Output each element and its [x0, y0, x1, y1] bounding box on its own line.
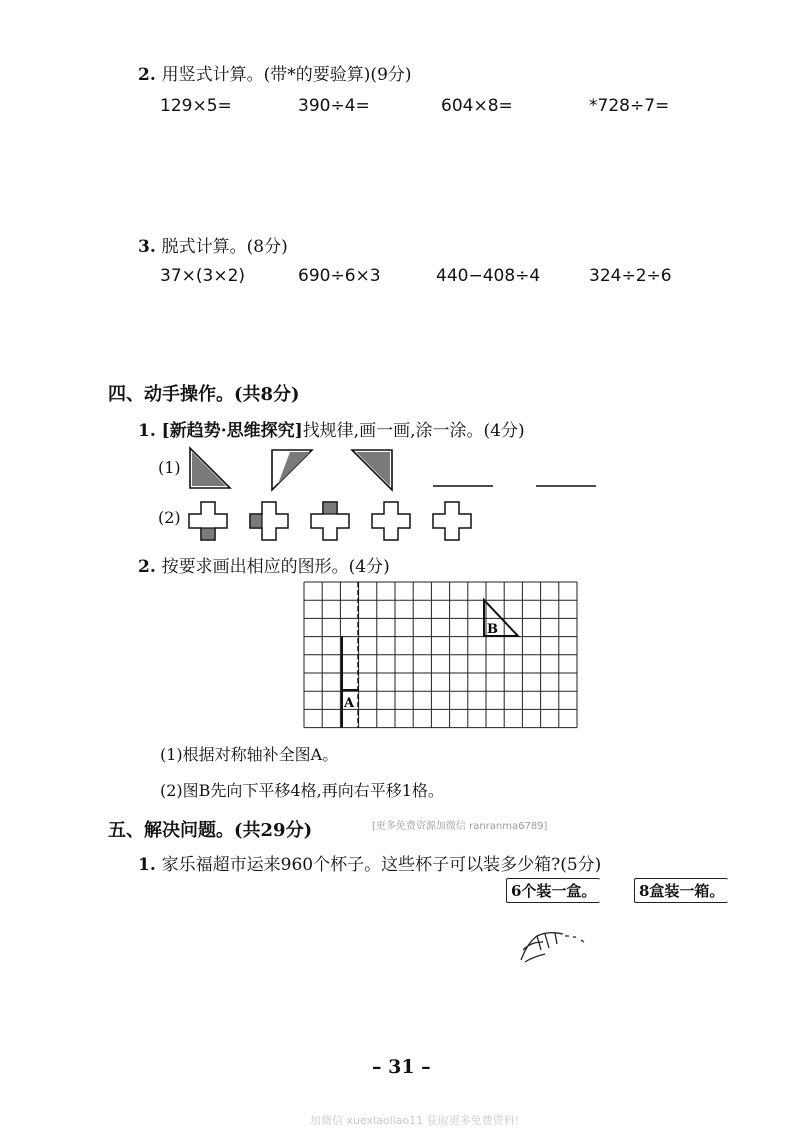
p4-q2-sub2: (2)图B先向下平移4格,再向右平移1格。	[160, 781, 444, 800]
calc-item: 390÷4=	[298, 96, 370, 116]
calc-item: 129×5=	[160, 96, 232, 116]
section-4-heading: 四、动手操作。(共8分)	[108, 384, 300, 405]
figure-a-half	[342, 636, 358, 728]
p5-q1-number: 1.	[138, 855, 156, 875]
p4-q2-number: 2.	[138, 557, 156, 577]
calc-item: 604×8=	[441, 96, 513, 116]
hand-sketch-icon	[515, 920, 595, 970]
q2-title: 用竖式计算。(带*的要验算)(9分)	[161, 65, 412, 85]
p4-q2-title: 按要求画出相应的图形。(4分)	[161, 557, 390, 577]
p4-q1-number: 1.	[138, 421, 156, 441]
q3-title: 脱式计算。(8分)	[161, 237, 288, 257]
note-box-2: 8盒装一箱。	[634, 878, 728, 903]
calc-item: *728÷7=	[589, 96, 670, 116]
q3-number: 3.	[138, 237, 156, 257]
resource-watermark: [更多免费资源加微信 ranranma6789]	[372, 821, 548, 832]
section-5-heading: 五、解决问题。(共29分)	[108, 820, 313, 841]
note-box-1: 6个装一盒。	[506, 878, 600, 903]
label-a: A	[344, 696, 355, 711]
p5-q1-title: 家乐福超市运来960个杯子。这些杯子可以装多少箱?(5分)	[161, 855, 602, 875]
calc-item: 440−408÷4	[436, 266, 541, 286]
footer-watermark: 加微信 xuexiaoliao11 获取更多免费资料!	[310, 1114, 520, 1127]
calc-item: 690÷6×3	[298, 266, 381, 286]
page-number: – 31 –	[372, 1056, 431, 1078]
row1-label: (1)	[158, 458, 181, 477]
p4-q2-sub1: (1)根据对称轴补全图A。	[160, 745, 339, 764]
p4-q1-tag: [新趋势·思维探究]	[161, 421, 303, 441]
p5-q1-heading	[138, 850, 601, 875]
q2-number: 2.	[138, 65, 156, 85]
row2-label: (2)	[158, 508, 181, 527]
calc-item: 37×(3×2)	[160, 266, 246, 286]
calc-item: 324÷2÷6	[589, 266, 672, 286]
label-b: B	[487, 622, 498, 637]
p4-q1-title: 找规律,画一画,涂一涂。(4分)	[302, 421, 525, 441]
